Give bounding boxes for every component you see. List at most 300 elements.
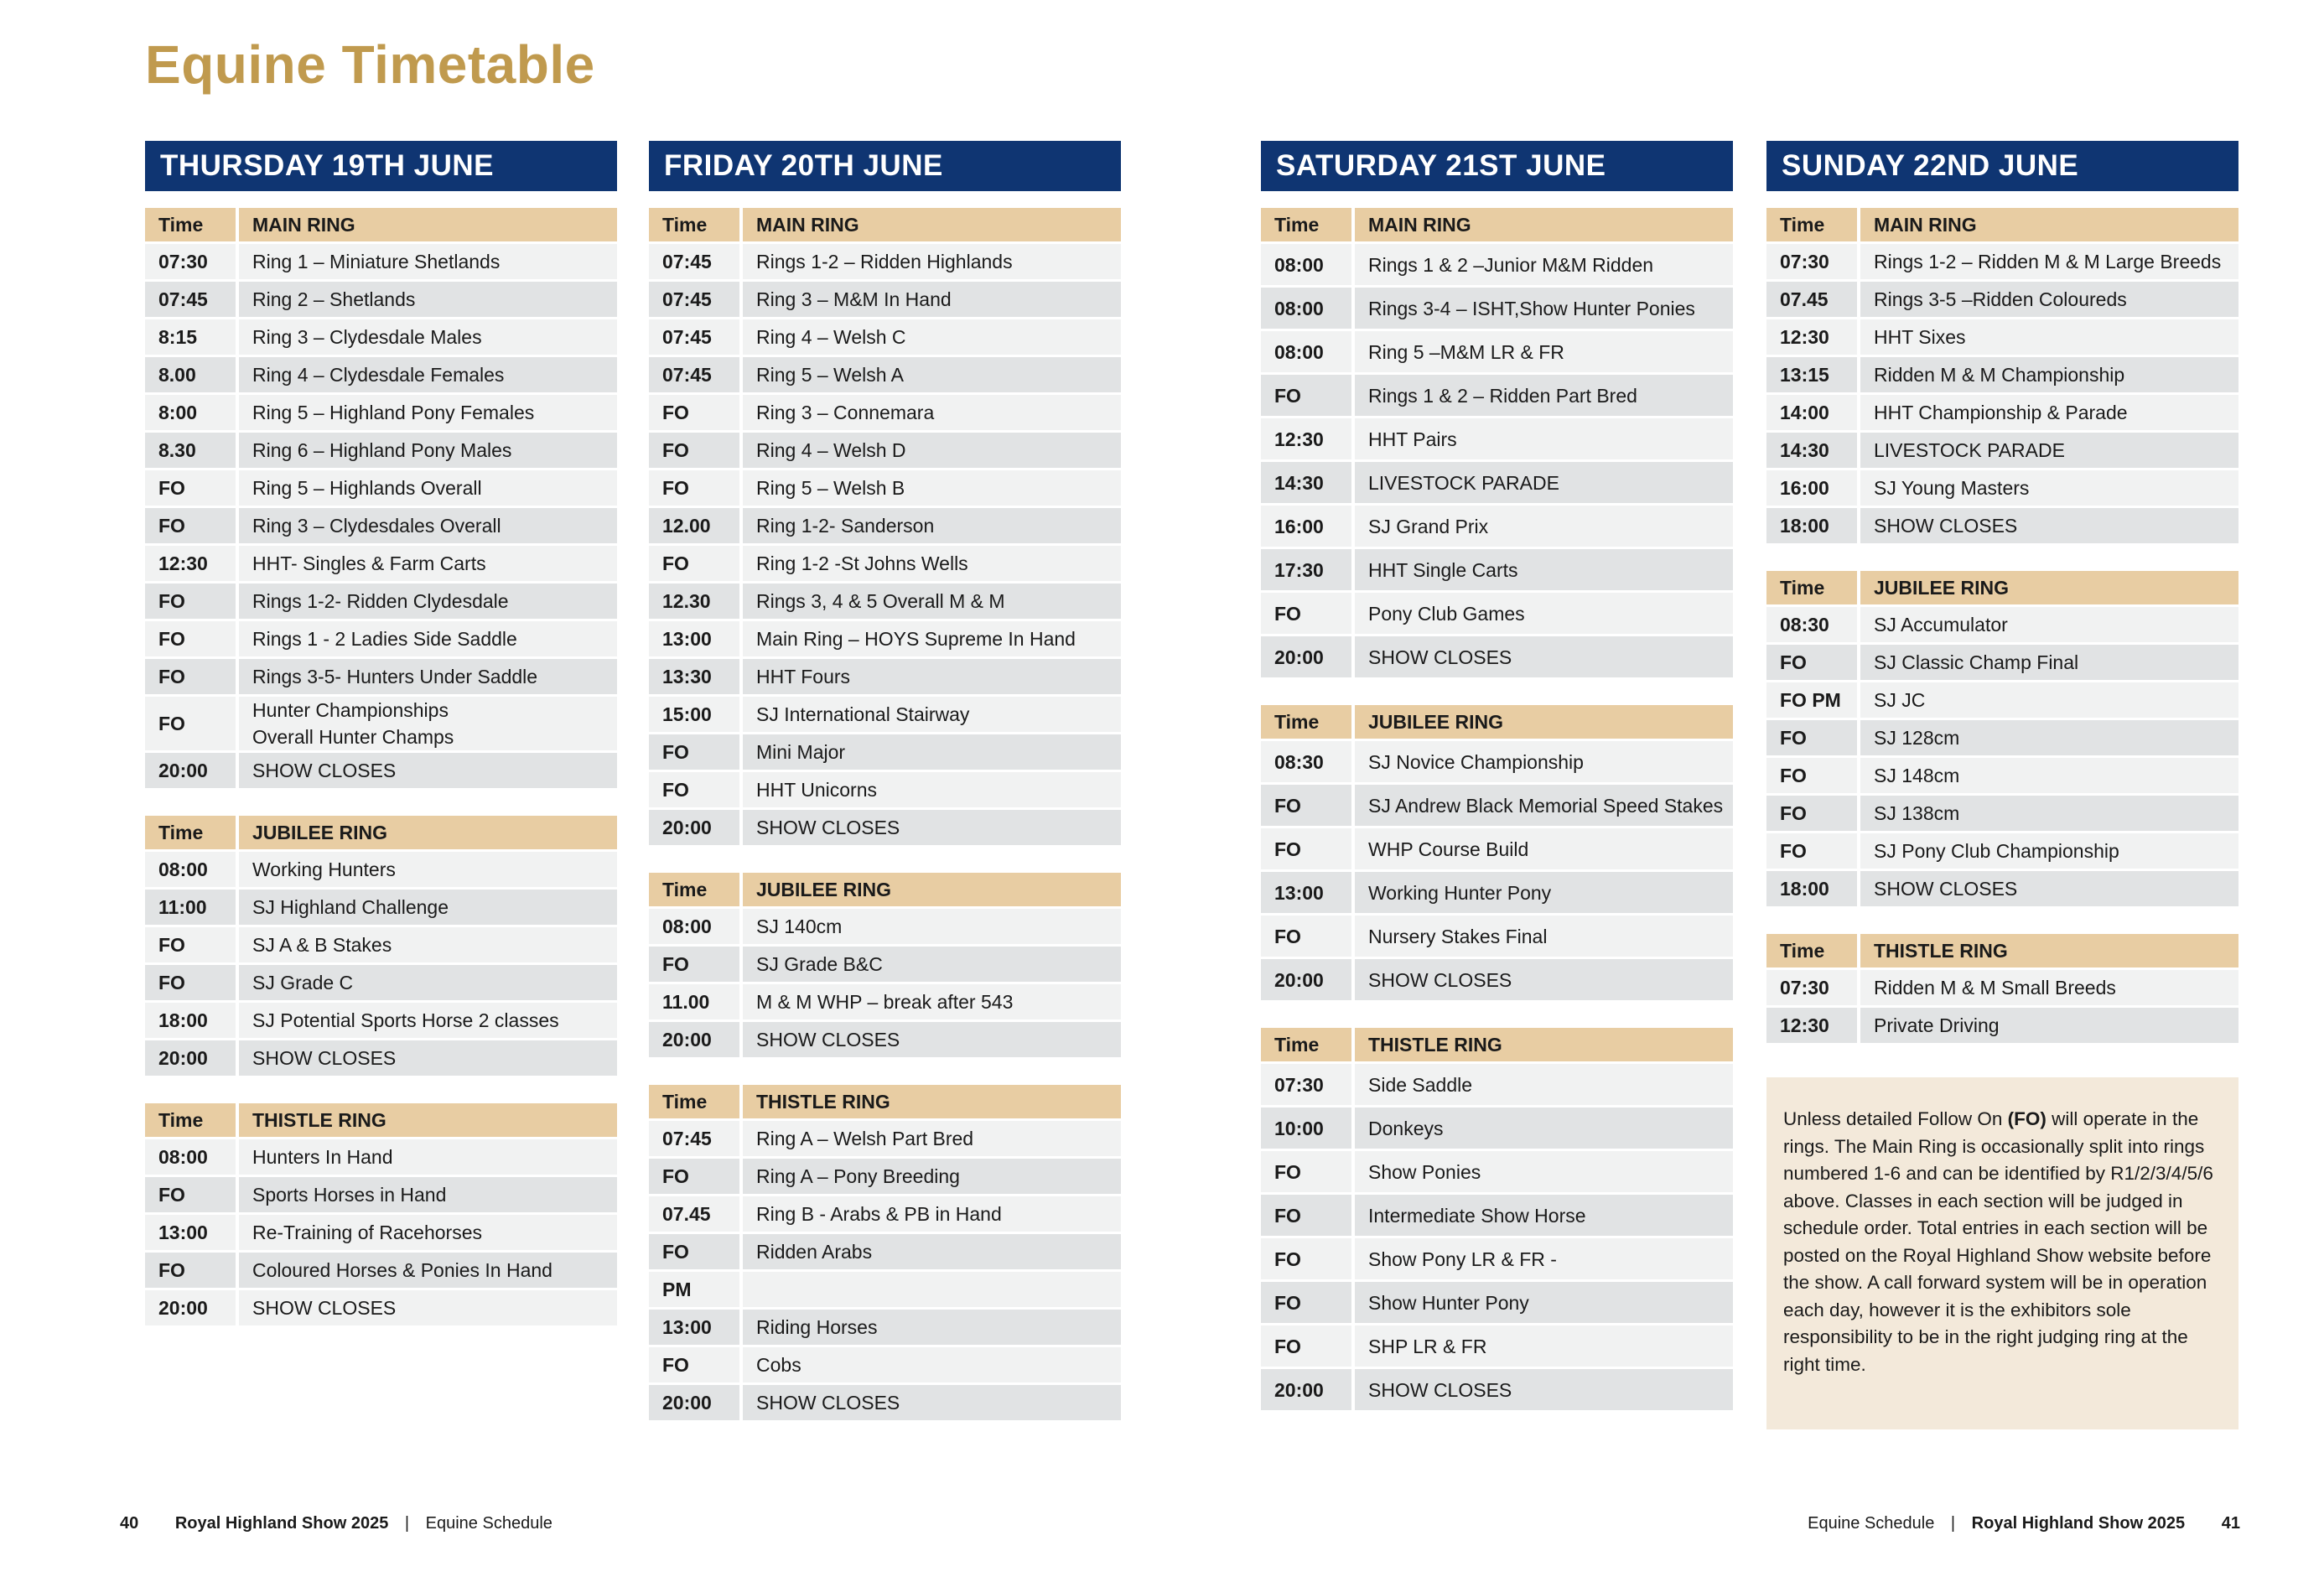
ring-table [649, 873, 1121, 1060]
footer-section: Equine Schedule [1808, 1514, 1935, 1533]
class-name: Ring 6 – Highland Pony Males [237, 432, 617, 469]
class-time: 08:00 [1261, 330, 1353, 374]
class-time: FO [1261, 784, 1353, 827]
table-row [649, 545, 1121, 583]
class-time: FO [1766, 833, 1859, 870]
table-row [649, 281, 1121, 319]
ring-header-row [1766, 208, 2238, 243]
ring-name-header: JUBILEE RING [1859, 571, 2238, 606]
table-row [1766, 281, 2238, 319]
follow-on-note [1766, 1077, 2238, 1429]
class-name: Ring 3 – Clydesdale Males [237, 319, 617, 356]
ring-section [649, 1085, 1121, 1423]
class-name: HHT- Singles & Farm Carts [237, 545, 617, 583]
class-name: SJ Accumulator [1859, 606, 2238, 644]
ring-section [145, 816, 617, 1078]
day-header: FRIDAY 20TH JUNE [649, 141, 1121, 191]
class-name: SJ 148cm [1859, 757, 2238, 795]
class-name: Main Ring – HOYS Supreme In Hand [741, 620, 1121, 658]
class-time: 18:00 [145, 1002, 237, 1040]
table-row [145, 319, 617, 356]
ring-section [1261, 705, 1733, 1003]
class-name: Nursery Stakes Final [1353, 915, 1733, 958]
time-column-header: Time [145, 816, 237, 851]
class-name: SHOW CLOSES [1859, 870, 2238, 908]
ring-header-row [649, 1085, 1121, 1120]
ring-table [1766, 571, 2238, 909]
table-row [649, 469, 1121, 507]
note-text-rest: will operate in the rings. The Main Ring is occasionally split into rings numbered 1-6 and can be identified by R1/2/3/4/5/6 above. Classes in each section will be judged in schedule order. Total entries in each section will be posted on the Royal Highland Show website before the show. A call forward system will be in operation each day, however it is the exhibitors sole responsibility to be in the right judging ring at the right time. [1783, 1108, 2213, 1375]
table-row [649, 1271, 1121, 1309]
class-name: SHOW CLOSES [741, 1021, 1121, 1059]
table-row [1261, 1368, 1733, 1412]
class-name: LIVESTOCK PARADE [1353, 461, 1733, 505]
ring-name-header: THISTLE RING [741, 1085, 1121, 1120]
table-row [145, 507, 617, 545]
class-name: SHOW CLOSES [741, 809, 1121, 847]
class-time: 14:30 [1766, 432, 1859, 469]
class-time: FO [145, 583, 237, 620]
table-row [1766, 243, 2238, 281]
class-time: 13:00 [649, 620, 741, 658]
time-column-header: Time [649, 208, 741, 243]
table-row [145, 851, 617, 889]
table-row [1261, 505, 1733, 548]
class-name: SJ International Stairway [741, 696, 1121, 734]
class-time: FO [649, 432, 741, 469]
class-name: HHT Sixes [1859, 319, 2238, 356]
time-column-header: Time [1261, 705, 1353, 740]
class-time: FO [145, 507, 237, 545]
table-row [145, 1040, 617, 1077]
class-time: 8.30 [145, 432, 237, 469]
ring-table [649, 1085, 1121, 1423]
time-column-header: Time [1766, 208, 1859, 243]
class-name: SJ 140cm [741, 908, 1121, 946]
table-row [1766, 795, 2238, 833]
class-time: 07:30 [1261, 1063, 1353, 1107]
table-row [145, 281, 617, 319]
table-row [145, 1289, 617, 1327]
table-row [649, 583, 1121, 620]
table-row [649, 908, 1121, 946]
ring-name-header: JUBILEE RING [237, 816, 617, 851]
class-time: FO [145, 926, 237, 964]
class-name: SHOW CLOSES [1859, 507, 2238, 545]
table-row [649, 243, 1121, 281]
class-time: FO [1261, 592, 1353, 635]
class-name: Mini Major [741, 734, 1121, 771]
class-time: 08:00 [145, 1139, 237, 1176]
class-name: HHT Single Carts [1353, 548, 1733, 592]
table-row [1766, 356, 2238, 394]
class-name: Working Hunters [237, 851, 617, 889]
table-row [649, 1158, 1121, 1196]
class-time: FO [145, 469, 237, 507]
class-time: FO [649, 1158, 741, 1196]
table-row [145, 394, 617, 432]
class-time: FO [1261, 915, 1353, 958]
class-time: 07:30 [1766, 969, 1859, 1007]
class-name: Side Saddle [1353, 1063, 1733, 1107]
day-column-sunday [1766, 141, 2238, 1071]
class-name: Ring 4 – Welsh C [741, 319, 1121, 356]
table-row [1766, 833, 2238, 870]
table-row [1261, 1281, 1733, 1325]
footer-separator: | [404, 1514, 410, 1533]
class-name: Ring 1-2- Sanderson [741, 507, 1121, 545]
ring-table [1261, 208, 1733, 680]
ring-section [1766, 571, 2238, 909]
class-name: SJ Young Masters [1859, 469, 2238, 507]
ring-name-header: JUBILEE RING [1353, 705, 1733, 740]
class-time: 07.45 [1766, 281, 1859, 319]
table-row [145, 1002, 617, 1040]
class-time: 08:00 [1261, 243, 1353, 287]
table-row [649, 1196, 1121, 1233]
class-name: HHT Pairs [1353, 418, 1733, 461]
class-time: FO [1766, 795, 1859, 833]
table-row [145, 432, 617, 469]
class-time: FO [1766, 719, 1859, 757]
class-time: 18:00 [1766, 870, 1859, 908]
class-time: FO [1261, 1281, 1353, 1325]
class-time: 20:00 [649, 809, 741, 847]
class-name: Ring 3 – Clydesdales Overall [237, 507, 617, 545]
page-title: Equine Timetable [145, 34, 595, 95]
class-time: 07:30 [145, 243, 237, 281]
table-row [1261, 958, 1733, 1002]
class-time: 11.00 [649, 983, 741, 1021]
class-time: FO [649, 946, 741, 983]
class-name: SJ Classic Champ Final [1859, 644, 2238, 682]
class-name: Ring 5 – Welsh A [741, 356, 1121, 394]
class-time: FO [649, 469, 741, 507]
class-time: 10:00 [1261, 1107, 1353, 1150]
day-column-thursday [145, 141, 617, 1353]
table-row [1261, 1237, 1733, 1281]
class-time: FO [649, 1233, 741, 1271]
table-row [649, 1346, 1121, 1384]
class-name: Rings 1 - 2 Ladies Side Saddle [237, 620, 617, 658]
note-fo-label: (FO) [2007, 1108, 2046, 1129]
class-name: HHT Championship & Parade [1859, 394, 2238, 432]
table-row [145, 926, 617, 964]
class-time: 12.30 [649, 583, 741, 620]
class-name: SJ 138cm [1859, 795, 2238, 833]
ring-section [649, 873, 1121, 1060]
table-row [649, 809, 1121, 847]
ring-section [649, 208, 1121, 848]
class-name: HHT Fours [741, 658, 1121, 696]
table-row [1261, 287, 1733, 330]
class-name: Ridden M & M Championship [1859, 356, 2238, 394]
table-row [649, 319, 1121, 356]
ring-header-row [145, 208, 617, 243]
class-time: FO [1766, 757, 1859, 795]
ring-name-header: THISTLE RING [1859, 934, 2238, 969]
class-time: FO [649, 545, 741, 583]
table-row [649, 658, 1121, 696]
class-name: Cobs [741, 1346, 1121, 1384]
class-time: FO [1261, 1325, 1353, 1368]
class-name: SHOW CLOSES [1353, 958, 1733, 1002]
class-time: 13:15 [1766, 356, 1859, 394]
ring-section [1261, 208, 1733, 680]
class-time: FO [145, 696, 237, 752]
ring-section [1261, 1028, 1733, 1413]
class-time: PM [649, 1271, 741, 1309]
table-row [145, 469, 617, 507]
class-name: SJ Highland Challenge [237, 889, 617, 926]
class-time: 8:15 [145, 319, 237, 356]
page-number-right: 41 [2221, 1514, 2240, 1533]
table-row [1766, 507, 2238, 545]
table-row [649, 696, 1121, 734]
class-time: 15:00 [649, 696, 741, 734]
table-row [649, 394, 1121, 432]
class-time: 13:00 [1261, 871, 1353, 915]
class-name: SJ A & B Stakes [237, 926, 617, 964]
table-row [1261, 243, 1733, 287]
class-name: SJ Andrew Black Memorial Speed Stakes [1353, 784, 1733, 827]
class-time: 07:45 [649, 243, 741, 281]
class-time: 14:30 [1261, 461, 1353, 505]
class-time: FO [1261, 1237, 1353, 1281]
class-name: SJ 128cm [1859, 719, 2238, 757]
table-row [649, 1309, 1121, 1346]
table-row [649, 1021, 1121, 1059]
ring-header-row [1261, 705, 1733, 740]
table-row [1766, 606, 2238, 644]
class-name: Re-Training of Racehorses [237, 1214, 617, 1252]
class-name: SHP LR & FR [1353, 1325, 1733, 1368]
table-row [1766, 1007, 2238, 1045]
class-name: Ring 5 – Highland Pony Females [237, 394, 617, 432]
class-name: Hunters In Hand [237, 1139, 617, 1176]
class-time: 07:45 [649, 281, 741, 319]
table-row [649, 356, 1121, 394]
class-time: FO [145, 620, 237, 658]
class-time: 12.00 [649, 507, 741, 545]
ring-name-header: MAIN RING [741, 208, 1121, 243]
ring-name-header: MAIN RING [1859, 208, 2238, 243]
class-name: Ring B - Arabs & PB in Hand [741, 1196, 1121, 1233]
time-column-header: Time [145, 208, 237, 243]
class-name: Ridden Arabs [741, 1233, 1121, 1271]
class-time: 20:00 [1261, 635, 1353, 679]
class-name: Donkeys [1353, 1107, 1733, 1150]
class-time: 07:45 [649, 356, 741, 394]
class-time: 07.45 [649, 1196, 741, 1233]
ring-section [145, 208, 617, 791]
class-time: FO [1261, 827, 1353, 871]
ring-table [1261, 705, 1733, 1003]
table-row [1261, 871, 1733, 915]
class-name: Ring 1-2 -St Johns Wells [741, 545, 1121, 583]
class-name: WHP Course Build [1353, 827, 1733, 871]
class-name: Sports Horses in Hand [237, 1176, 617, 1214]
class-name: Rings 3, 4 & 5 Overall M & M [741, 583, 1121, 620]
class-name: Ring 3 – Connemara [741, 394, 1121, 432]
ring-table [1261, 1028, 1733, 1413]
time-column-header: Time [1766, 934, 1859, 969]
ring-section [145, 1103, 617, 1328]
table-row [1261, 592, 1733, 635]
class-time: 20:00 [1261, 958, 1353, 1002]
ring-name-header: THISTLE RING [1353, 1028, 1733, 1063]
table-row [649, 620, 1121, 658]
class-name: Private Driving [1859, 1007, 2238, 1045]
table-row [1766, 870, 2238, 908]
table-row [649, 507, 1121, 545]
class-time: 12:30 [1766, 1007, 1859, 1045]
table-row [649, 771, 1121, 809]
ring-table [1766, 208, 2238, 546]
class-name: HHT Unicorns [741, 771, 1121, 809]
class-time: 20:00 [649, 1384, 741, 1422]
class-time: 18:00 [1766, 507, 1859, 545]
class-time: 07:30 [1766, 243, 1859, 281]
class-name: SHOW CLOSES [237, 1040, 617, 1077]
class-name: LIVESTOCK PARADE [1859, 432, 2238, 469]
class-time: FO PM [1766, 682, 1859, 719]
table-row [1766, 757, 2238, 795]
class-time: 08:30 [1766, 606, 1859, 644]
class-time: 20:00 [145, 1289, 237, 1327]
class-name: Hunter Championships Overall Hunter Champs [237, 696, 617, 752]
class-time: 8.00 [145, 356, 237, 394]
page-number-left: 40 [120, 1514, 139, 1533]
table-row [1261, 1325, 1733, 1368]
class-name: SJ JC [1859, 682, 2238, 719]
class-name: Coloured Horses & Ponies In Hand [237, 1252, 617, 1289]
class-name: Rings 3-5- Hunters Under Saddle [237, 658, 617, 696]
class-time: 20:00 [1261, 1368, 1353, 1412]
ring-table [145, 816, 617, 1078]
table-row [145, 1252, 617, 1289]
table-row [1261, 374, 1733, 418]
day-column-saturday [1261, 141, 1733, 1438]
class-name: Rings 1 & 2 –Junior M&M Ridden [1353, 243, 1733, 287]
table-row [1766, 469, 2238, 507]
time-column-header: Time [1261, 1028, 1353, 1063]
class-time: 13:30 [649, 658, 741, 696]
ring-header-row [1766, 571, 2238, 606]
class-time: 16:00 [1766, 469, 1859, 507]
table-row [1261, 1107, 1733, 1150]
class-name: Rings 3-5 –Ridden Coloureds [1859, 281, 2238, 319]
class-name: SHOW CLOSES [237, 1289, 617, 1327]
ring-header-row [1261, 1028, 1733, 1063]
table-row [145, 752, 617, 790]
table-row [1261, 461, 1733, 505]
class-name: Ring A – Pony Breeding [741, 1158, 1121, 1196]
note-text-start: Unless detailed Follow On [1783, 1108, 2008, 1129]
table-row [1766, 969, 2238, 1007]
class-time: FO [649, 1346, 741, 1384]
class-name: Ridden M & M Small Breeds [1859, 969, 2238, 1007]
table-row [649, 734, 1121, 771]
table-row [1261, 635, 1733, 679]
footer-left [120, 1514, 564, 1533]
class-time: FO [1766, 644, 1859, 682]
ring-header-row [649, 208, 1121, 243]
class-time: 08:00 [145, 851, 237, 889]
table-row [1261, 330, 1733, 374]
ring-table [649, 208, 1121, 848]
table-row [145, 545, 617, 583]
class-name: Ring 5 –M&M LR & FR [1353, 330, 1733, 374]
class-name: SJ Grade C [237, 964, 617, 1002]
class-name: Intermediate Show Horse [1353, 1194, 1733, 1237]
class-time: 20:00 [649, 1021, 741, 1059]
class-name: SJ Potential Sports Horse 2 classes [237, 1002, 617, 1040]
time-column-header: Time [649, 1085, 741, 1120]
class-name: SJ Novice Championship [1353, 740, 1733, 784]
class-time: 11:00 [145, 889, 237, 926]
class-time: 08:30 [1261, 740, 1353, 784]
class-time: 13:00 [145, 1214, 237, 1252]
class-time: 13:00 [649, 1309, 741, 1346]
time-column-header: Time [649, 873, 741, 908]
class-name: Working Hunter Pony [1353, 871, 1733, 915]
ring-table [145, 208, 617, 791]
table-row [145, 696, 617, 752]
class-time: 8:00 [145, 394, 237, 432]
class-name: Pony Club Games [1353, 592, 1733, 635]
ring-name-header: MAIN RING [237, 208, 617, 243]
table-row [145, 356, 617, 394]
class-name: Rings 1-2 – Ridden M & M Large Breeds [1859, 243, 2238, 281]
ring-header-row [649, 873, 1121, 908]
class-name: SJ Grand Prix [1353, 505, 1733, 548]
class-time: 12:30 [1261, 418, 1353, 461]
footer-show-name: Royal Highland Show 2025 [1971, 1514, 2186, 1533]
table-row [1261, 548, 1733, 592]
time-column-header: Time [145, 1103, 237, 1139]
class-time: 12:30 [145, 545, 237, 583]
time-column-header: Time [1766, 571, 1859, 606]
table-row [145, 658, 617, 696]
class-name: Rings 1 & 2 – Ridden Part Bred [1353, 374, 1733, 418]
table-row [145, 620, 617, 658]
table-row [1766, 394, 2238, 432]
class-name: Ring 5 – Welsh B [741, 469, 1121, 507]
class-time: FO [1261, 374, 1353, 418]
table-row [649, 432, 1121, 469]
ring-table [1766, 934, 2238, 1045]
class-time: 16:00 [1261, 505, 1353, 548]
class-name: Show Hunter Pony [1353, 1281, 1733, 1325]
class-name: Ring A – Welsh Part Bred [741, 1120, 1121, 1158]
class-name: Show Ponies [1353, 1150, 1733, 1194]
class-time: FO [649, 394, 741, 432]
table-row [1261, 1194, 1733, 1237]
class-time: 14:00 [1766, 394, 1859, 432]
class-name: SHOW CLOSES [1353, 635, 1733, 679]
ring-name-header: THISTLE RING [237, 1103, 617, 1139]
class-name: SHOW CLOSES [237, 752, 617, 790]
day-header: THURSDAY 19TH JUNE [145, 141, 617, 191]
footer-show-name: Royal Highland Show 2025 [174, 1514, 389, 1533]
class-time: FO [145, 658, 237, 696]
day-header: SUNDAY 22ND JUNE [1766, 141, 2238, 191]
table-row [1766, 644, 2238, 682]
table-row [1261, 1150, 1733, 1194]
class-time: 07:45 [145, 281, 237, 319]
footer-separator: | [1950, 1514, 1956, 1533]
